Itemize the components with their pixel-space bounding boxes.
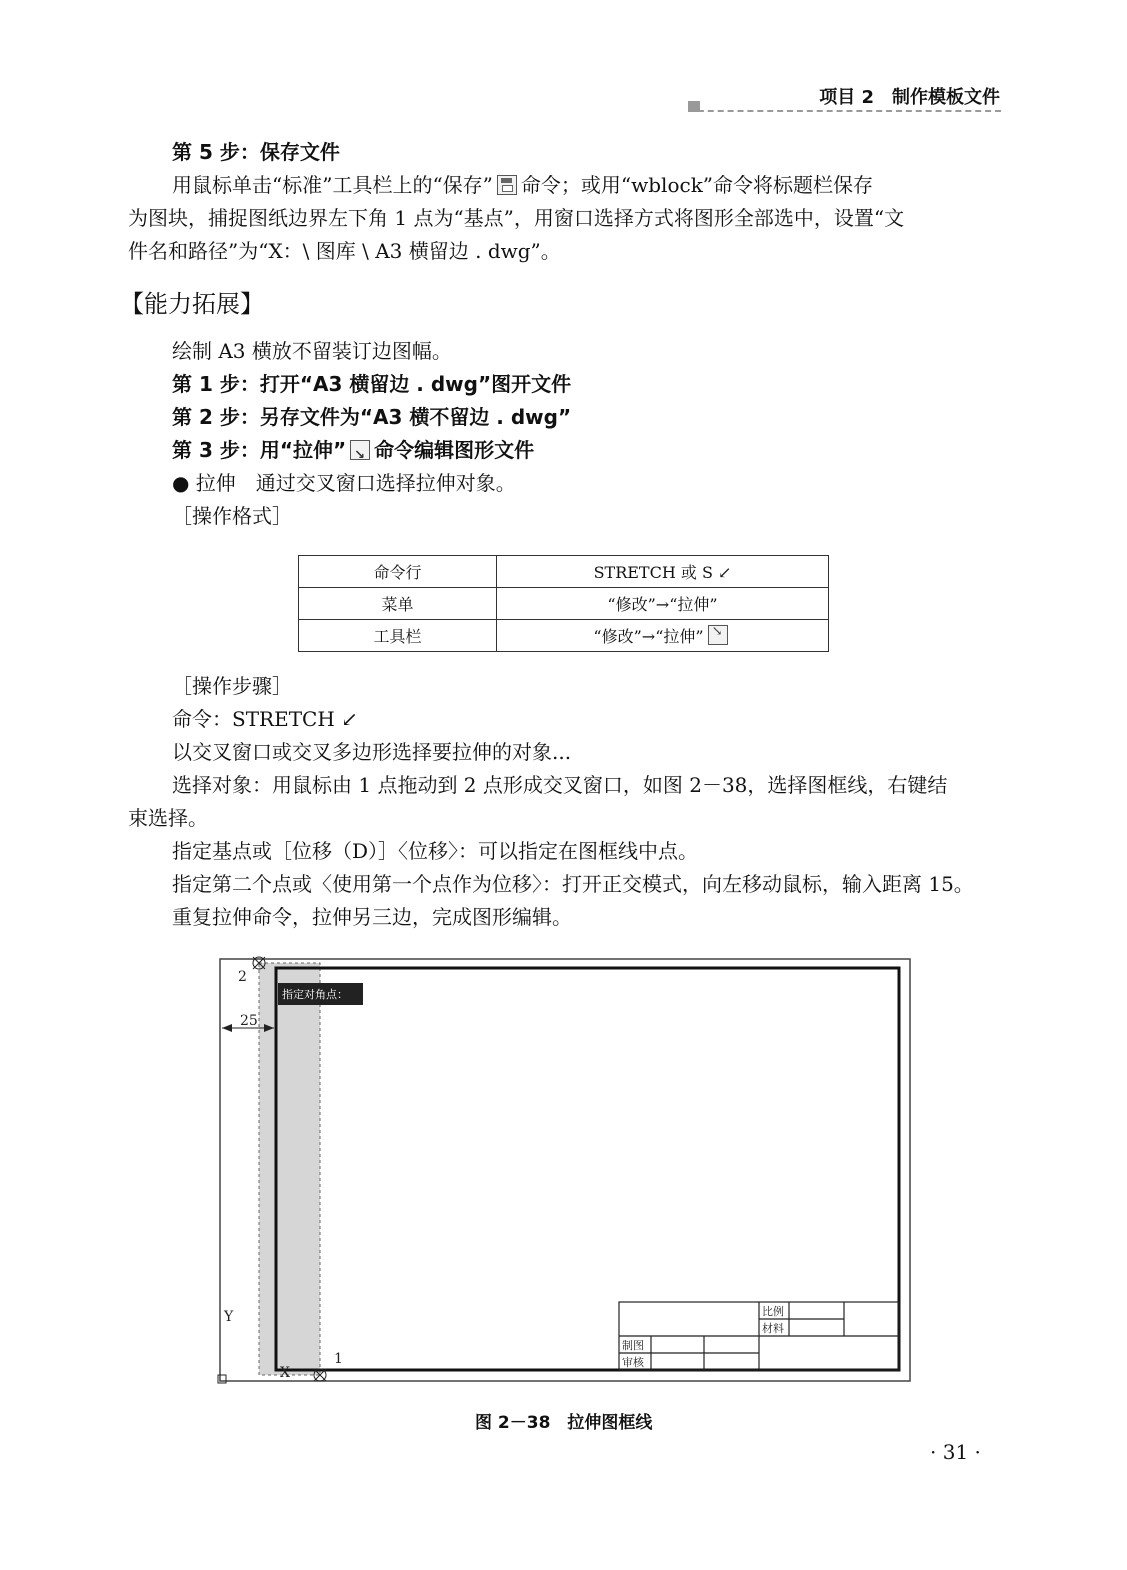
table-row [299,620,829,652]
operation-table [298,555,829,652]
table-cell-label: 命令行 [299,556,497,588]
step5-line2: 为图块，捕捉图纸边界左下角 1 点为“基点”，用窗口选择方式将图形全部选中，设置“文 [128,206,905,230]
page-number: · 31 · [930,1440,981,1464]
step5-line1 [172,169,873,202]
table-cell-value [497,620,829,652]
extension-step3-b: 命令编辑图形文件 [374,438,535,462]
tb-material-label: 材料 [762,1322,784,1335]
extension-step3 [172,434,534,467]
stretch-bullet: ● 拉伸 通过交叉窗口选择拉伸对象。 [172,471,516,495]
dimension-value: 25 [240,1013,258,1029]
step5-line1-b: 命令；或用“wblock”命令将标题栏保存 [520,173,874,197]
stretch-icon [708,625,728,645]
save-icon [497,175,517,195]
crossing-window [259,963,320,1375]
drawing-frame [276,968,899,1370]
tb-scale-label: 比例 [762,1305,784,1318]
steps-line1: 以交叉窗口或交叉多边形选择要拉伸的对象... [172,740,572,764]
figure-caption: 图 2－38 拉伸图框线 [475,1413,653,1433]
axis-y-label: Y [224,1309,234,1325]
axis-x-label: X [280,1365,290,1381]
tooltip-text: 指定对角点： [282,988,348,1001]
extension-step2: 第 2 步：另存文件为“A3 横不留边 . dwg” [172,405,572,429]
stretch-icon [350,440,370,460]
step5-line3: 件名和路径”为“X：\ 图库 \ A3 横留边 . dwg”。 [128,239,561,263]
steps-line2a: 选择对象：用鼠标由 1 点拖动到 2 点形成交叉窗口，如图 2－38，选择图框线，右键结 [172,773,948,797]
dimension-arrow-left [222,1024,232,1032]
steps-line2b: 束选择。 [128,806,208,830]
steps-command: 命令：STRETCH ↙ [172,707,358,731]
table-row [299,556,829,588]
running-header: 项目 2 制作模板文件 [819,87,1000,108]
step5-title: 第 5 步：保存文件 [172,140,340,164]
steps-line5: 重复拉伸命令，拉伸另三边，完成图形编辑。 [172,905,572,929]
point2-label: 2 [238,969,247,985]
steps-label: ［操作步骤］ [172,674,292,698]
stretch-figure [214,955,914,1390]
steps-line3: 指定基点或［位移（D）］〈位移〉：可以指定在图框线中点。 [172,839,699,863]
extension-intro: 绘制 A3 横放不留装订边图幅。 [172,339,452,363]
table-cell-value: STRETCH 或 S ↙ [497,556,829,588]
extension-step3-a: 第 3 步：用“拉伸” [172,438,347,462]
table-cell-value: “修改”→“拉伸” [497,588,829,620]
format-label: ［操作格式］ [172,504,292,528]
table-cell-label: 工具栏 [299,620,497,652]
steps-line4: 指定第二个点或〈使用第一个点作为位移〉：打开正交模式，向左移动鼠标，输入距离 15。 [172,872,974,896]
sheet-border [220,959,910,1381]
table-cell-value-text: “修改”→“拉伸” [593,627,704,646]
section-title: 【能力拓展】 [120,290,264,318]
table-row [299,588,829,620]
ucs-origin [218,1375,226,1383]
title-block [619,1302,899,1370]
header-rule [688,110,1001,112]
tb-check-label: 审核 [622,1356,644,1369]
table-cell-label: 菜单 [299,588,497,620]
point1-label: 1 [334,1351,343,1367]
extension-step1: 第 1 步：打开“A3 横留边 . dwg”图开文件 [172,372,572,396]
tb-drawn-label: 制图 [622,1339,644,1352]
step5-line1-a: 用鼠标单击“标准”工具栏上的“保存” [172,173,493,197]
